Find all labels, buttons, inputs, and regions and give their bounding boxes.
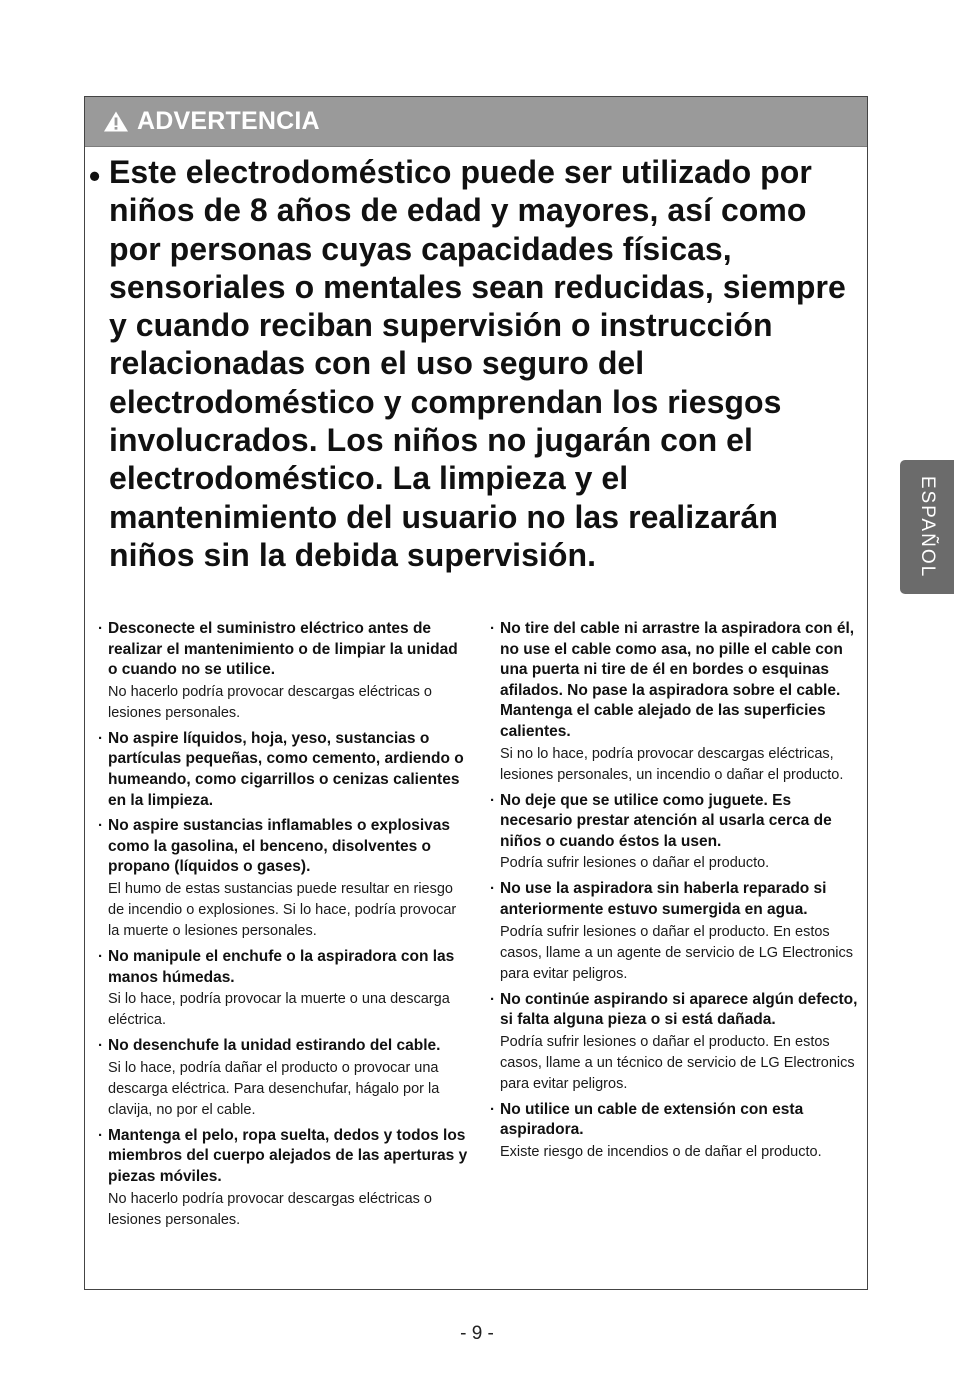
- item-title: No tire del cable ni arrastre la aspiradora con él, no use el cable como asa, no pille el cable con una puerta ni tire de él en bordes o esquinas afilados. No pase la aspiradora sobre el cable. Mantenga el cable alejado de las superficies calientes.: [500, 620, 855, 740]
- bullet-dot: ·: [490, 880, 495, 898]
- item-description: Si lo hace, podría provocar la muerte o una descarga eléctrica.: [108, 991, 450, 1029]
- item-description: No hacerlo podría provocar descargas eléctricas o lesiones personales.: [108, 1190, 432, 1228]
- list-item: [490, 791, 862, 875]
- item-title: No desenchufe la unidad estirando del cable.: [108, 1037, 441, 1055]
- bullet-dot: ·: [98, 1037, 103, 1055]
- item-title: Mantenga el pelo, ropa suelta, dedos y todos los miembros del cuerpo alejados de las aperturas y piezas móviles.: [108, 1126, 468, 1185]
- list-item: [98, 619, 468, 724]
- list-item: [98, 1036, 468, 1121]
- list-item: [490, 879, 862, 984]
- language-tab: [900, 460, 954, 594]
- list-item: [490, 619, 862, 786]
- item-description: Si no lo hace, podría provocar descargas eléctricas, lesiones personales, un incendio o dañar el producto.: [500, 745, 844, 783]
- item-description: Podría sufrir lesiones o dañar el producto. En estos casos, llame a un técnico de servicio de LG Electronics para evitar peligros.: [500, 1033, 855, 1092]
- bullet-dot: ·: [98, 947, 103, 965]
- item-description: Podría sufrir lesiones o dañar el producto. En estos casos, llame a un agente de servicio de LG Electronics para evitar peligros.: [500, 923, 854, 982]
- item-description: Existe riesgo de incendios o de dañar el producto.: [500, 1143, 822, 1160]
- item-description: No hacerlo podría provocar descargas eléctricas o lesiones personales.: [108, 683, 432, 721]
- right-column: [490, 619, 862, 1168]
- item-title: No aspire líquidos, hoja, yeso, sustancias o partículas pequeñas, como cemento, ardiendo o humeando, como cigarrillos o cenizas calientes en la limpieza.: [108, 729, 464, 809]
- bullet-dot: ·: [98, 729, 103, 747]
- bullet-dot: ·: [490, 791, 495, 809]
- main-warning-text: Este electrodoméstico puede ser utilizado por niños de 8 años de edad y mayores, así como por personas cuyas capacidades físicas, sensoriales o mentales sean reducidas, siempre y cuando reciban supervisión o instrucción relacionadas con el uso seguro del electrodoméstico y comprendan los riesgos involucrados. Los niños no jugarán con el electrodoméstico. La limpieza y el mantenimiento del usuario no las realizarán niños sin la debida supervisión.: [109, 154, 846, 573]
- item-title: No deje que se utilice como juguete. Es necesario prestar atención al usarla cerca de niños o cuando éstos la usen.: [500, 791, 832, 850]
- item-description: Si lo hace, podría dañar el producto o provocar una descarga eléctrica. Para desenchufar, hágalo por la clavija, no por el cable.: [108, 1059, 440, 1118]
- list-item: [98, 947, 468, 1031]
- bullet-dot: •: [89, 158, 101, 194]
- item-description: El humo de estas sustancias puede resultar en riesgo de incendio o explosiones. Si lo hace, podría provocar la muerte o lesiones personales.: [108, 880, 457, 939]
- warning-box: [84, 96, 868, 1290]
- list-item: [490, 990, 862, 1095]
- page-number: - 9 -: [460, 1323, 494, 1344]
- header-title: ADVERTENCIA: [137, 107, 320, 135]
- item-title: No aspire sustancias inflamables o explosivas como la gasolina, el benceno, disolventes o propano (líquidos o gases).: [108, 817, 451, 876]
- bullet-dot: ·: [98, 620, 103, 637]
- warning-header: [85, 97, 867, 147]
- bullet-dot: ·: [490, 1100, 495, 1118]
- bullet-dot: ·: [490, 620, 495, 637]
- item-title: No utilice un cable de extensión con esta aspiradora.: [500, 1100, 804, 1139]
- list-item: [98, 729, 468, 811]
- item-title: No manipule el enchufe o la aspiradora con las manos húmedas.: [108, 947, 455, 986]
- left-column: [98, 619, 468, 1236]
- warning-triangle-icon: [103, 110, 129, 133]
- bullet-dot: ·: [98, 817, 103, 835]
- item-title: No use la aspiradora sin haberla reparado si anteriormente estuvo sumergida en agua.: [500, 880, 827, 918]
- list-item: [98, 816, 468, 942]
- bullet-dot: ·: [490, 990, 495, 1008]
- item-title: Desconecte el suministro eléctrico antes de realizar el mantenimiento o de limpiar la unidad o cuando no se utilice.: [108, 620, 458, 679]
- item-description: Podría sufrir lesiones o dañar el producto.: [500, 855, 770, 872]
- language-tab-label: ESPAÑOL: [917, 475, 938, 579]
- list-item: [490, 1100, 862, 1163]
- bullet-dot: ·: [98, 1126, 103, 1144]
- list-item: [98, 1126, 468, 1231]
- item-title: No continúe aspirando si aparece algún defecto, si falta alguna pieza o si está dañada.: [500, 990, 858, 1029]
